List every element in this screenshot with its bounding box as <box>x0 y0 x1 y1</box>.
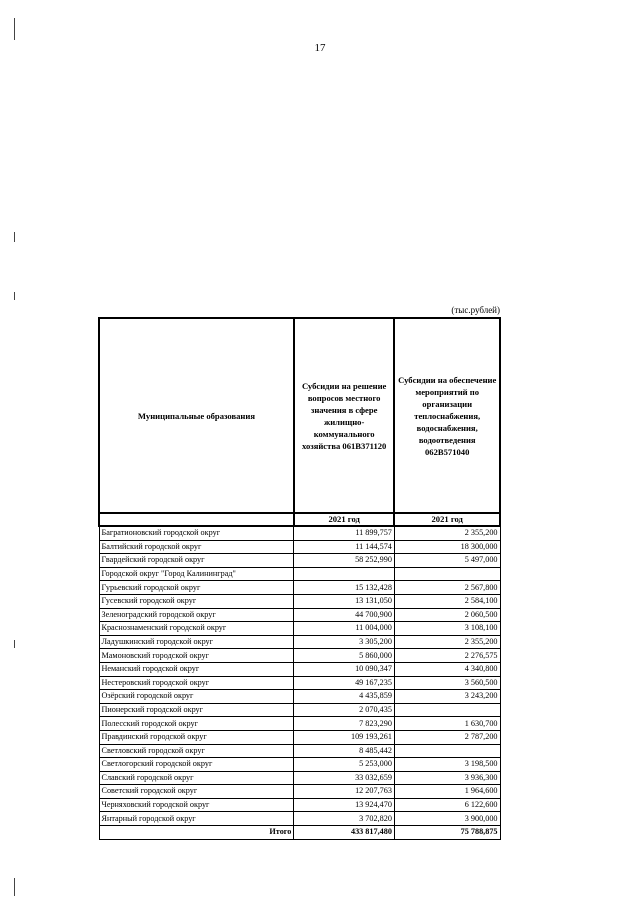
table-row <box>99 703 500 717</box>
scan-edge-mark <box>14 232 15 242</box>
table-row <box>99 812 500 826</box>
row-col-a: 13 924,470 <box>294 798 395 812</box>
row-name: Светловский городской округ <box>99 744 294 758</box>
row-col-a: 4 435,859 <box>294 690 395 704</box>
row-col-a <box>294 567 395 581</box>
table-row <box>99 554 500 568</box>
table-row <box>99 540 500 554</box>
row-name: Пионерский городской округ <box>99 703 294 717</box>
table-row <box>99 676 500 690</box>
row-name: Гусевский городской округ <box>99 594 294 608</box>
row-col-a: 33 032,659 <box>294 771 395 785</box>
scan-edge-mark <box>14 640 15 648</box>
year-row <box>99 513 500 526</box>
table-row <box>99 662 500 676</box>
row-col-b: 3 198,500 <box>394 758 500 772</box>
row-col-b: 3 108,100 <box>394 622 500 636</box>
row-col-a: 5 253,000 <box>294 758 395 772</box>
row-col-b <box>394 567 500 581</box>
header-col-a: Субсидии на решение вопросов местного значения в сфере жилищно-коммунального хозяйства 061В371120 <box>294 318 395 513</box>
header-municipality: Муниципальные образования <box>99 318 294 513</box>
row-name: Краснознаменский городской округ <box>99 622 294 636</box>
table-row <box>99 730 500 744</box>
row-col-a: 7 823,290 <box>294 717 395 731</box>
row-name: Правдинский городской округ <box>99 730 294 744</box>
row-name: Мамоновский городской округ <box>99 649 294 663</box>
row-col-a: 15 132,428 <box>294 581 395 595</box>
table-row <box>99 771 500 785</box>
table-row <box>99 622 500 636</box>
total-col-a: 433 817,480 <box>294 826 395 840</box>
table-row <box>99 744 500 758</box>
row-name: Ладушкинский городской округ <box>99 635 294 649</box>
table-row <box>99 608 500 622</box>
row-name: Черняховский городской округ <box>99 798 294 812</box>
year-col-b: 2021 год <box>394 513 500 526</box>
row-col-a: 10 090,347 <box>294 662 395 676</box>
row-col-b: 2 060,500 <box>394 608 500 622</box>
table-row <box>99 798 500 812</box>
row-name: Полесский городской округ <box>99 717 294 731</box>
row-col-a: 13 131,050 <box>294 594 395 608</box>
row-col-a: 11 899,757 <box>294 526 395 540</box>
row-col-b: 3 900,000 <box>394 812 500 826</box>
table-row <box>99 581 500 595</box>
row-col-b <box>394 703 500 717</box>
row-col-a: 3 305,200 <box>294 635 395 649</box>
row-col-b: 5 497,000 <box>394 554 500 568</box>
year-col-a: 2021 год <box>294 513 395 526</box>
page-number: 17 <box>314 42 326 54</box>
table-row <box>99 649 500 663</box>
row-name: Неманский городской округ <box>99 662 294 676</box>
row-col-a: 12 207,763 <box>294 785 395 799</box>
table-body <box>99 526 500 839</box>
total-col-b: 75 788,875 <box>394 826 500 840</box>
row-col-b: 2 567,800 <box>394 581 500 595</box>
row-col-b: 3 560,500 <box>394 676 500 690</box>
table-row <box>99 526 500 540</box>
scan-edge-mark <box>14 878 15 896</box>
row-name: Зеленоградский городской округ <box>99 608 294 622</box>
row-col-a: 44 700,900 <box>294 608 395 622</box>
table-row <box>99 635 500 649</box>
row-col-b: 3 936,300 <box>394 771 500 785</box>
scan-edge-mark <box>14 18 15 40</box>
row-col-a: 49 167,235 <box>294 676 395 690</box>
row-name: Светлогорский городской округ <box>99 758 294 772</box>
row-col-b: 2 787,200 <box>394 730 500 744</box>
row-name: Гвардейский городской округ <box>99 554 294 568</box>
table-row <box>99 785 500 799</box>
table-row <box>99 594 500 608</box>
row-col-b: 2 355,200 <box>394 635 500 649</box>
header-col-b: Субсидии на обеспечение мероприятий по организации теплоснабжения, водоснабжения, водоотведения 062В571040 <box>394 318 500 513</box>
row-col-b: 4 340,800 <box>394 662 500 676</box>
table-row <box>99 567 500 581</box>
row-name: Славский городской округ <box>99 771 294 785</box>
row-name: Советский городской округ <box>99 785 294 799</box>
row-col-a: 3 702,820 <box>294 812 395 826</box>
row-col-b: 2 584,100 <box>394 594 500 608</box>
header-row <box>99 318 500 513</box>
row-col-b: 18 300,000 <box>394 540 500 554</box>
year-blank <box>99 513 294 526</box>
row-col-a: 109 193,261 <box>294 730 395 744</box>
table-row <box>99 690 500 704</box>
row-col-a: 8 485,442 <box>294 744 395 758</box>
row-col-b: 3 243,200 <box>394 690 500 704</box>
row-name: Гурьевский городской округ <box>99 581 294 595</box>
units-label: (тыс.рублей) <box>451 305 500 315</box>
row-name: Янтарный городской округ <box>99 812 294 826</box>
total-label: Итого <box>99 826 294 840</box>
row-col-b: 1 964,600 <box>394 785 500 799</box>
row-name: Балтийский городской округ <box>99 540 294 554</box>
total-row <box>99 826 500 840</box>
row-name: Городской округ "Город Калининград" <box>99 567 294 581</box>
row-col-a: 11 004,000 <box>294 622 395 636</box>
row-name: Багратионовский городской округ <box>99 526 294 540</box>
row-name: Нестеровский городской округ <box>99 676 294 690</box>
row-col-a: 11 144,574 <box>294 540 395 554</box>
table-row <box>99 758 500 772</box>
row-col-b <box>394 744 500 758</box>
row-col-b: 6 122,600 <box>394 798 500 812</box>
table-row <box>99 717 500 731</box>
row-col-a: 5 860,000 <box>294 649 395 663</box>
row-col-a: 58 252,990 <box>294 554 395 568</box>
subsidy-table <box>98 317 501 840</box>
row-col-b: 1 630,700 <box>394 717 500 731</box>
row-name: Озёрский городской округ <box>99 690 294 704</box>
row-col-b: 2 276,575 <box>394 649 500 663</box>
row-col-a: 2 070,435 <box>294 703 395 717</box>
row-col-b: 2 355,200 <box>394 526 500 540</box>
scan-edge-mark <box>14 292 15 300</box>
